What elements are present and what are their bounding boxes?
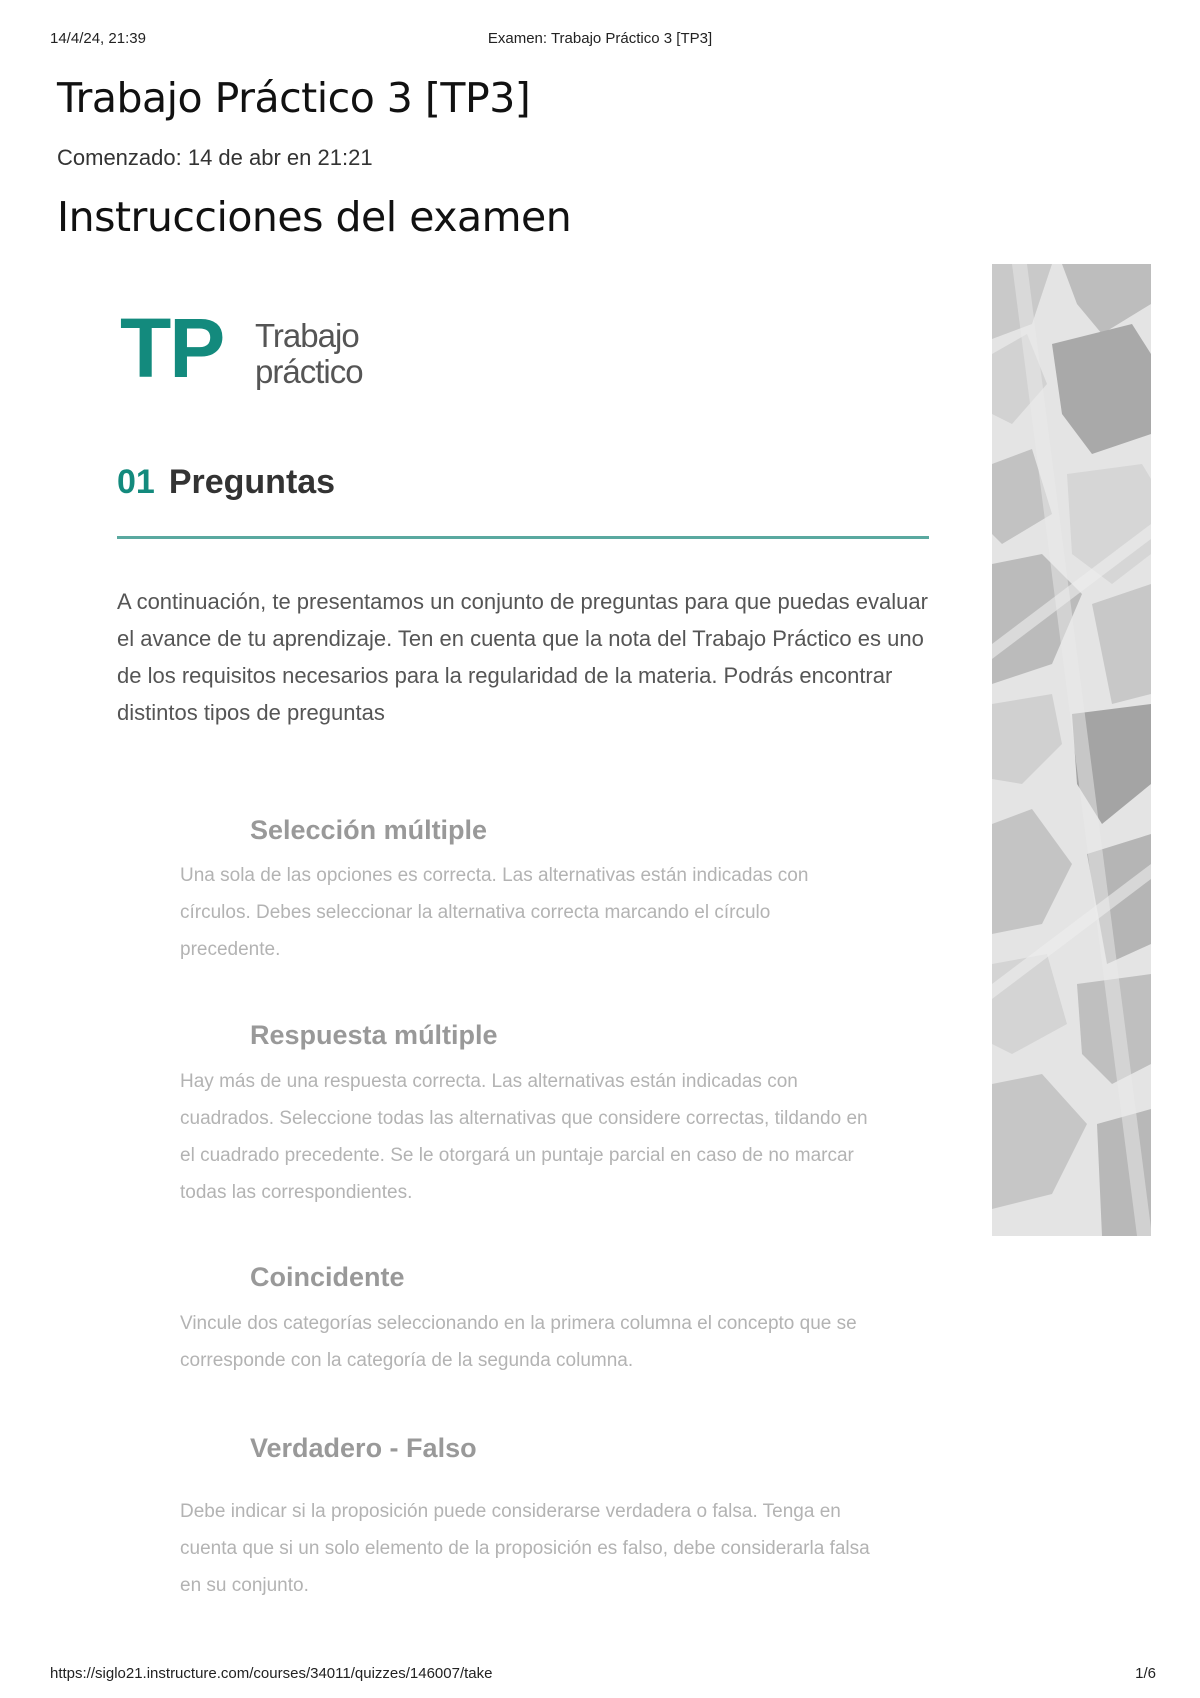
- tp-logo-word-2: práctico: [255, 353, 363, 390]
- started-timestamp: Comenzado: 14 de abr en 21:21: [57, 145, 373, 170]
- section-title: Preguntas: [168, 463, 336, 501]
- section-intro: A continuación, te presentamos un conjunto de preguntas para que puedas evaluar el avance de tu aprendizaje. Ten en cuenta que la nota del Trabajo Práctico es uno de los requisitos necesarios para la regularidad de la materia. Podrás encontrar distintos tipos de preguntas: [117, 589, 928, 725]
- question-type-title: Selección múltiple: [250, 815, 488, 845]
- decorative-side-image: [992, 264, 1151, 1236]
- question-type-description: Vincule dos categorías seleccionando en la primera columna el concepto que se corresponde con la categoría de la segunda columna.: [180, 1313, 857, 1371]
- tp-logo-wordmark: [255, 318, 363, 390]
- print-datetime: 14/4/24, 21:39: [50, 30, 146, 47]
- instructions-title: Instrucciones del examen: [57, 193, 572, 241]
- question-type-title: Coincidente: [250, 1262, 405, 1292]
- tp-logo-word-1: Trabajo: [255, 317, 359, 354]
- tp-logo-mark: TP: [120, 301, 224, 395]
- question-type-description: Hay más de una respuesta correcta. Las alternativas están indicadas con cuadrados. Seleccione todas las alternativas que considere correctas, tildando en el cuadrado precedente. Se le otorgará un puntaje parcial en caso de no marcar todas las correspondientes.: [180, 1071, 868, 1203]
- page-title: Trabajo Práctico 3 [TP3]: [57, 74, 531, 122]
- print-header-title: Examen: Trabajo Práctico 3 [TP3]: [487, 30, 713, 47]
- question-type-title: Respuesta múltiple: [250, 1020, 498, 1050]
- question-type-description: Debe indicar si la proposición puede considerarse verdadera o falsa. Tenga en cuenta que si un solo elemento de la proposición es falso, debe considerarla falsa en su conjunto.: [180, 1501, 870, 1596]
- section-divider: [117, 536, 929, 539]
- question-type-title: Verdadero - Falso: [250, 1433, 477, 1463]
- print-page-number: 1/6: [1135, 1665, 1156, 1682]
- section-number: 01: [117, 463, 155, 501]
- section-heading: [117, 463, 335, 502]
- print-footer-url: https://siglo21.instructure.com/courses/34011/quizzes/146007/take: [50, 1665, 493, 1682]
- question-type-description: Una sola de las opciones es correcta. Las alternativas están indicadas con círculos. Debes seleccionar la alternativa correcta marcando el círculo precedente.: [180, 865, 809, 960]
